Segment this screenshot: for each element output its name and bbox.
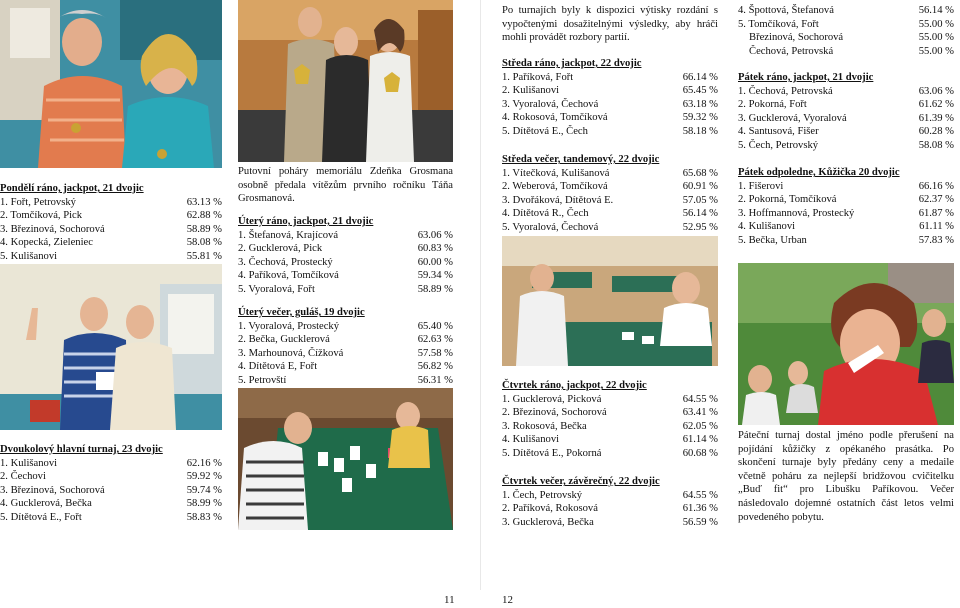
result-row: 1. Čech, Petrovský 64.55 % <box>502 489 718 501</box>
result-row: 3. Dvořáková, Dítětová E. 57.05 % <box>502 194 718 206</box>
section-title: Pátek ráno, jackpot, 21 dvojic <box>738 72 874 83</box>
result-row: 4. Špottová, Štefanová 56.14 % <box>738 5 954 16</box>
result-row: 2. Pokorná, Fořt 61.62 % <box>738 99 954 111</box>
section-title: Úterý večer, guláš, 19 dvojic <box>238 307 365 318</box>
thursday-evening-continued <box>738 4 954 58</box>
wednesday-morning-results <box>502 57 718 139</box>
section-title: Dvoukolový hlavní turnaj, 23 dvojic <box>0 444 163 455</box>
result-row: 4. Kulišanovi 61.11 % <box>738 221 954 233</box>
result-row: Březinová, Sochorová 55.00 % <box>749 32 954 44</box>
result-row: 1. Vyoralová, Prostecký 65.40 % <box>238 320 453 332</box>
section-title: Středa ráno, jackpot, 22 dvojic <box>502 58 642 69</box>
photo-card-game <box>238 388 453 530</box>
result-row: 2. Paříková, Rokosová 61.36 % <box>502 503 718 515</box>
result-row: 1. Čechová, Petrovská 63.06 % <box>738 85 954 97</box>
result-row: 4. Dítětová R., Čech 56.14 % <box>502 208 718 220</box>
result-row: 1. Kulišanovi 62.16 % <box>0 457 222 469</box>
monday-morning-results <box>0 182 222 264</box>
result-row: 3. Rokosová, Bečka 62.05 % <box>502 420 718 432</box>
tuesday-evening-results <box>238 306 453 388</box>
section-title: Čtvrtek večer, závěrečný, 22 dvojic <box>502 476 660 487</box>
result-row: 4. Rokosová, Tomčíková 59.32 % <box>502 112 718 124</box>
photo-tournament-hall <box>502 236 718 366</box>
friday-morning-results <box>738 71 954 153</box>
result-row: 4. Santusová, Fišer 60.28 % <box>738 126 954 138</box>
result-row: 5. Bečka, Urban 57.83 % <box>738 234 954 246</box>
result-row: 5. Tomčíková, Fořt 55.00 % <box>738 18 954 30</box>
result-row: 2. Kulišanovi 65.45 % <box>502 85 718 97</box>
result-row: 2. Gucklerová, Pick 60.83 % <box>238 243 453 255</box>
result-row: 3. Březinová, Sochorová 59.74 % <box>0 484 222 496</box>
section-title: Pondělí ráno, jackpot, 21 dvojic <box>0 183 144 194</box>
result-row: 2. Weberová, Tomčíková 60.91 % <box>502 181 718 193</box>
main-tournament-results <box>0 443 222 525</box>
result-row: 5. Dítětová E., Pokorná 60.68 % <box>502 447 718 459</box>
result-row: 4. Kopecká, Zieleniec 58.08 % <box>0 237 222 249</box>
result-row: 5. Vyoralová, Čechová 52.95 % <box>502 221 718 233</box>
result-row: 5. Petrovští 56.31 % <box>238 374 453 386</box>
result-row: 1. Štefanová, Krajícová 63.06 % <box>238 229 453 241</box>
result-row: 3. Čechová, Prostecký 60.00 % <box>238 256 453 268</box>
result-row: 5. Vyoralová, Fořt 58.89 % <box>238 283 453 295</box>
result-row: 2. Tomčíková, Pick 62.88 % <box>0 210 222 222</box>
result-row: 3. Marhounová, Čížková 57.58 % <box>238 347 453 359</box>
page-gutter <box>480 0 481 590</box>
photo-waving-men <box>0 264 222 430</box>
photo-caption: Putovní poháry memoriálu Zdeňka Grosmana osobně předala vítězům prvního ročníku Táňa Grosmanová. <box>238 166 453 205</box>
result-row: 2. Čechovi 59.92 % <box>0 471 222 483</box>
result-row: 3. Gucklerová, Vyoralová 61.39 % <box>738 112 954 124</box>
wednesday-evening-results <box>502 153 718 235</box>
result-row: 5. Dítětová E., Čech 58.18 % <box>502 125 718 137</box>
result-row: 3. Vyoralová, Čechová 63.18 % <box>502 98 718 110</box>
result-row: 2. Bečka, Gucklerová 62.63 % <box>238 334 453 346</box>
section-title: Čtvrtek ráno, jackpot, 22 dvojic <box>502 380 647 391</box>
section-title: Středa večer, tandemový, 22 dvojic <box>502 154 660 165</box>
result-row: 5. Čech, Petrovský 58.08 % <box>738 139 954 151</box>
thursday-evening-results <box>502 475 718 529</box>
result-row: 3. Březinová, Sochorová 58.89 % <box>0 223 222 235</box>
result-row: 5. Dítětová E., Fořt 58.83 % <box>0 511 222 523</box>
result-row: 3. Gucklerová, Bečka 56.59 % <box>502 516 718 528</box>
result-row: 3. Hoffmannová, Prostecký 61.87 % <box>738 207 954 219</box>
closing-paragraph: Páteční turnaj dostal jméno podle přerušení na pojídání kůžičky z opékaného prasátka. Po skončení turnaje byly předány ceny a medaile včetně poháru za nejlepší bridžovou cvičitelku „Buď fit“ pro Libušku Paříkovou. Večer následovalo dojemné ostatních část letos velmi povedeného pobytu. <box>738 430 954 523</box>
section-title: Úterý ráno, jackpot, 21 dvojic <box>238 216 374 227</box>
result-row: 2. Březinová, Sochorová 63.41 % <box>502 407 718 419</box>
result-row: 1. Fořt, Petrovský 63.13 % <box>0 196 222 208</box>
result-row: 5. Kulišanovi 55.81 % <box>0 250 222 262</box>
result-row: 1. Fišerovi 66.16 % <box>738 180 954 192</box>
tuesday-morning-results <box>238 215 453 297</box>
result-row: 4. Kulišanovi 61.14 % <box>502 434 718 446</box>
result-row: 2. Pokorná, Tomčíková 62.37 % <box>738 194 954 206</box>
result-row: 1. Paříková, Fořt 66.14 % <box>502 71 718 83</box>
result-row: 4. Gucklerová, Bečka 58.99 % <box>0 498 222 510</box>
friday-afternoon-results <box>738 166 954 248</box>
photo-medal-winners <box>0 0 222 168</box>
section-title: Pátek odpoledne, Kůžička 20 dvojic <box>738 167 900 178</box>
thursday-morning-results <box>502 379 718 461</box>
result-row: 1. Vítečková, Kulišanová 65.68 % <box>502 167 718 179</box>
page-number-11: 11 <box>444 594 455 606</box>
page-number-12: 12 <box>502 594 513 606</box>
photo-eating-woman <box>738 263 954 425</box>
result-row: 1. Gucklerová, Picková 64.55 % <box>502 393 718 405</box>
intro-paragraph: Po turnajích byly k dispozici výtisky rozdání s vypočtenými dosažitelnými výsledky, aby hráči mohli provádět rozbory partií. <box>502 5 718 44</box>
result-row: Čechová, Petrovská 55.00 % <box>749 45 954 57</box>
result-row: 4. Paříková, Tomčíková 59.34 % <box>238 270 453 282</box>
result-row: 4. Dítětová E, Fořt 56.82 % <box>238 361 453 373</box>
photo-trophy-presentation <box>238 0 453 162</box>
